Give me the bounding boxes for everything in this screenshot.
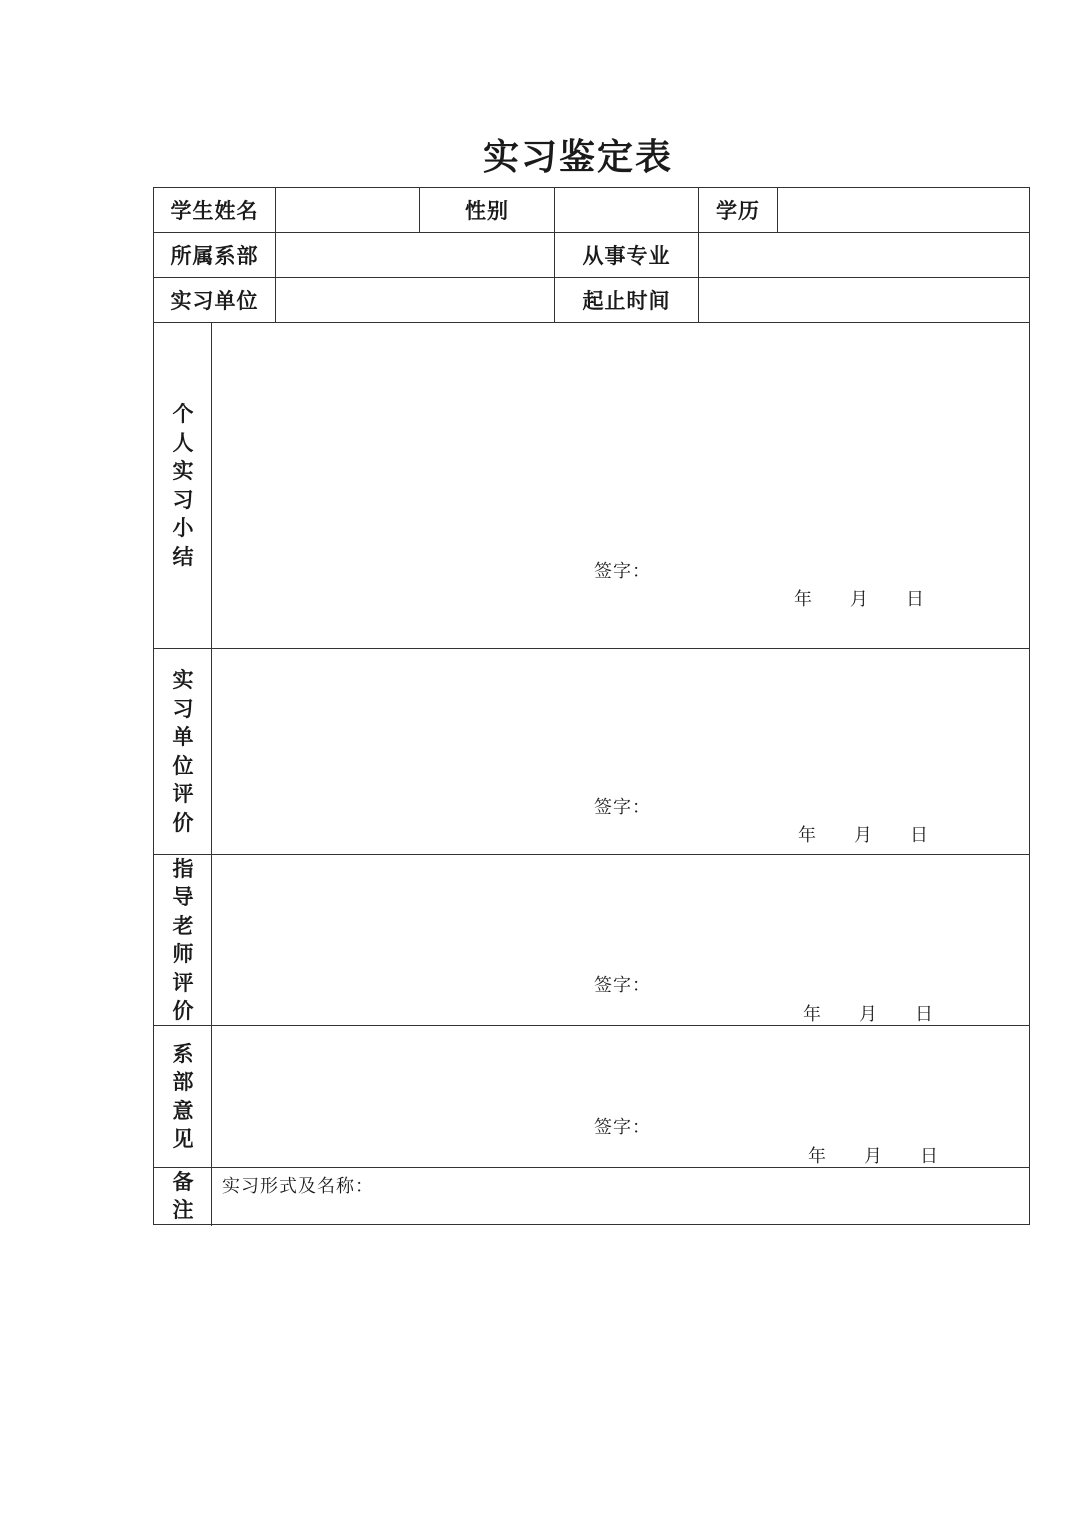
teacher-eval-signature-label: 签字： xyxy=(594,975,651,996)
year-label: 年 xyxy=(798,825,816,846)
remarks-internship-form-label: 实习形式及名称： xyxy=(222,1176,374,1197)
year-label: 年 xyxy=(803,1004,821,1025)
internship-form-table xyxy=(153,187,1030,1225)
student-name-field[interactable] xyxy=(276,188,419,232)
month-label: 月 xyxy=(850,589,868,610)
summary-signature-label: 签字： xyxy=(594,561,651,582)
day-label: 日 xyxy=(915,1004,933,1025)
company-eval-date xyxy=(798,821,928,847)
month-label: 月 xyxy=(859,1004,877,1025)
department-opinion-signature-label: 签字： xyxy=(594,1117,651,1138)
day-label: 日 xyxy=(906,589,924,610)
remarks-section-label: 备 注 xyxy=(172,1169,194,1222)
student-name-label: 学生姓名 xyxy=(170,199,259,223)
department-opinion-section-label: 系 部 意 见 xyxy=(172,1041,194,1151)
month-label: 月 xyxy=(864,1146,882,1167)
education-field[interactable] xyxy=(778,188,1028,232)
period-field[interactable] xyxy=(699,278,1028,322)
day-label: 日 xyxy=(920,1146,938,1167)
gender-field[interactable] xyxy=(555,188,698,232)
summary-section-label: 个 人 实 习 小 结 xyxy=(172,402,194,569)
year-label: 年 xyxy=(794,589,812,610)
company-field[interactable] xyxy=(276,278,554,322)
major-field[interactable] xyxy=(699,233,1028,277)
teacher-eval-date xyxy=(803,1000,933,1026)
major-label: 从事专业 xyxy=(582,244,671,268)
company-eval-signature-label: 签字： xyxy=(594,797,651,818)
company-label: 实习单位 xyxy=(170,289,259,313)
department-opinion-date xyxy=(808,1142,938,1168)
department-field[interactable] xyxy=(276,233,554,277)
company-eval-section-label: 实 习 单 位 评 价 xyxy=(172,668,194,835)
year-label: 年 xyxy=(808,1146,826,1167)
month-label: 月 xyxy=(854,825,872,846)
department-label: 所属系部 xyxy=(170,244,259,268)
page-title: 实习鉴定表 xyxy=(482,137,673,178)
education-label: 学历 xyxy=(716,199,760,223)
teacher-eval-section-label: 指 导 老 师 评 价 xyxy=(172,856,194,1023)
day-label: 日 xyxy=(910,825,928,846)
period-label: 起止时间 xyxy=(582,289,671,313)
summary-date xyxy=(794,585,924,611)
gender-label: 性别 xyxy=(465,199,509,223)
